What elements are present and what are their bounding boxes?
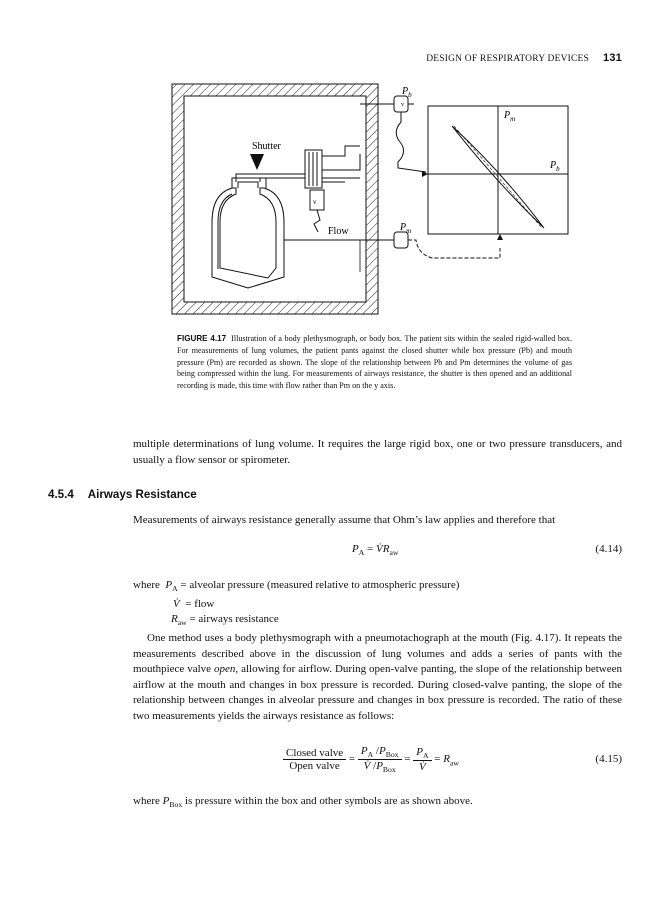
- section-heading: [48, 488, 197, 501]
- fraction-simple: $\frac{P_A}{V̇}$: [413, 746, 431, 773]
- plot-x-label: $P_b$: [550, 160, 560, 173]
- label-shutter: Shutter: [252, 141, 281, 152]
- running-header: [426, 52, 622, 64]
- closed-valve: Closed valve: [283, 747, 346, 760]
- label-pm-lower: $P_m$: [400, 222, 412, 235]
- para4-a: where: [133, 795, 163, 807]
- definition-row: V̇ = flow: [173, 597, 215, 610]
- definition-pa: = alveolar pressure (measured relative to atmospheric pressure): [180, 579, 460, 591]
- fraction-ratios: $\frac{P_A /P_{Box}}{V̇ /P_{Box}}$: [358, 745, 402, 774]
- definition-raw: = airways resistance: [189, 613, 279, 626]
- label-valve-v: v: [313, 198, 317, 206]
- equation-4-14: $P_A$ = $V̇R_{aw}$: [352, 543, 399, 558]
- figure-caption: [177, 333, 572, 392]
- open-valve: Open valve: [289, 760, 340, 773]
- symbol-definitions: [133, 578, 459, 631]
- arrow-y-icon: [497, 234, 503, 240]
- pb-pm-plot: [422, 106, 568, 240]
- paragraph-intro: Measurements of airways resistance generally assume that Ohm’s law applies and therefore that: [133, 514, 556, 526]
- definition-row: where $P_A$ = alveolar pressure (measured relative to atmospheric pressure): [133, 579, 460, 594]
- equation-number-4-15: (4.15): [595, 753, 622, 765]
- paragraph-continuation: multiple determinations of lung volume. It requires the large rigid box, one or two pressure transducers, and usually a flow sensor or spirometer.: [133, 438, 622, 466]
- section-title: Airways Resistance: [87, 488, 197, 501]
- equation-4-15: $\frac{\text{Closed valve}}{\text{Open valve}}$ = $\frac{P_A /P_{Box}}{V̇ /P_{Box}}$ = $\frac{P_A}{V̇}$ = $R_{aw}$: [283, 745, 459, 774]
- caption-text: Illustration of a body plethysmograph, or body box. The patient sits within the sealed rigid-walled box. For measurements of lung volumes, the patient pants against the closed shutter while box pressure (Pb) and mouth pressure (Pm) are recorded as shown. The slope of the relationship between Pb and Pm determines the volume of gas being compressed within the lung. For measurements of airways resistance, the shutter is then opened and an additional recording is made, this time with flow rather than Pm on the y axis.: [177, 334, 572, 391]
- label-flow: Flow: [328, 226, 349, 237]
- plethysmograph-figure: [170, 82, 580, 322]
- plot-y-label: $P_m$: [504, 110, 516, 123]
- figure-label: FIGURE 4.17: [177, 334, 227, 343]
- definition-row: $R_{aw}$ = airways resistance: [171, 613, 279, 628]
- para4-b: is pressure within the box and other symbols are as shown above.: [182, 795, 473, 807]
- paragraph-where-pbox: where $P_{Box}$ is pressure within the box and other symbols are as shown above.: [133, 795, 473, 810]
- label-pb-top: $P_b$: [402, 86, 412, 99]
- fraction-valves: [283, 747, 346, 772]
- para3-part-a: One method uses a body plethysmograph with a pneumotachograph at the mouth (Fig. 4.17). It repeats the measurements described above in the discussion of lung volumes and adds a series of pants with the mouthpiece valve: [133, 632, 622, 676]
- section-number: 4.5.4: [48, 488, 74, 501]
- label-pb-valve: v: [401, 102, 404, 108]
- definition-v: = flow: [185, 597, 215, 610]
- page-number: 131: [603, 52, 622, 64]
- equation-number-4-14: (4.14): [595, 543, 622, 555]
- paragraph-method: [133, 631, 622, 725]
- para3-part-b: allowing for airflow. During open-valve panting, the slope of the relationship between airflow at the mouth and changes in box pressure is recorded. During closed-valve panting, the slope of the relationship between changes in alveolar pressure and changes in box pressure is recorded. The ratio of these two measurements yields the airways resistance as follows:: [133, 663, 623, 722]
- para3-open: open,: [214, 663, 239, 676]
- header-title: DESIGN OF RESPIRATORY DEVICES: [426, 54, 590, 64]
